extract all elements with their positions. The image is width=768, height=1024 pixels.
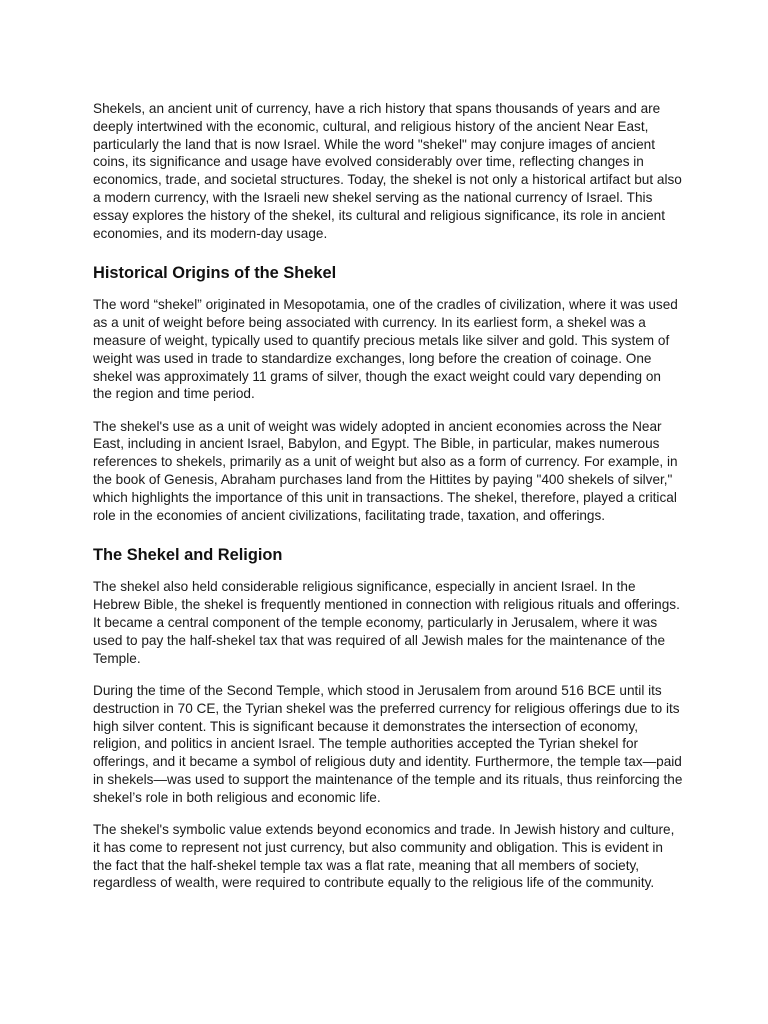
- section-shekel-and-religion: [93, 545, 683, 892]
- body-paragraph: The shekel's use as a unit of weight was widely adopted in ancient economies across the Near East, including in ancient Israel, Babylon, and Egypt. The Bible, in particular, makes numerous references to shekels, primarily as a unit of weight but also as a form of currency. For example, in the book of Genesis, Abraham purchases land from the Hittites by paying "400 shekels of silver," which highlights the importance of this unit in transactions. The shekel, therefore, played a critical role in the economies of ancient civilizations, facilitating trade, taxation, and offerings.: [93, 418, 678, 523]
- section-historical-origins: [93, 263, 683, 524]
- body-paragraph: The shekel also held considerable religious significance, especially in ancient Israel. In the Hebrew Bible, the shekel is frequently mentioned in connection with religious rituals and offerings. It became a central component of the temple economy, particularly in Jerusalem, where it was used to pay the half-shekel tax that was required of all Jewish males for the maintenance of the Temple.: [93, 579, 680, 666]
- document-page: [93, 100, 683, 907]
- intro-paragraph: Shekels, an ancient unit of currency, have a rich history that spans thousands of years and are deeply intertwined with the economic, cultural, and religious history of the ancient Near East, particularly the land that is now Israel. While the word "shekel" may conjure images of ancient coins, its significance and usage have evolved considerably over time, reflecting changes in economics, trade, and societal structures. Today, the shekel is not only a historical artifact but also a modern currency, with the Israeli new shekel serving as the national currency of Israel. This essay explores the history of the shekel, its cultural and religious significance, its role in ancient economies, and its modern-day usage.: [93, 101, 682, 241]
- body-paragraph: The word “shekel” originated in Mesopotamia, one of the cradles of civilization, where it was used as a unit of weight before being associated with currency. In its earliest form, a shekel was a measure of weight, typically used to quantify precious metals like silver and gold. This system of weight was used in trade to standardize exchanges, long before the creation of coinage. One shekel was approximately 11 grams of silver, though the exact weight could vary depending on the region and time period.: [93, 297, 678, 402]
- section-heading: Historical Origins of the Shekel: [93, 264, 337, 283]
- body-paragraph: During the time of the Second Temple, which stood in Jerusalem from around 516 BCE until its destruction in 70 CE, the Tyrian shekel was the preferred currency for religious offerings due to its high silver content. This is significant because it demonstrates the intersection of economy, religion, and politics in ancient Israel. The temple authorities accepted the Tyrian shekel for offerings, and it became a symbol of religious duty and identity. Furthermore, the temple tax—paid in shekels—was used to support the maintenance of the temple and its rituals, thus reinforcing the shekel’s role in both religious and economic life.: [93, 682, 683, 805]
- body-paragraph: The shekel's symbolic value extends beyond economics and trade. In Jewish history and culture, it has come to represent not just currency, but also community and obligation. This is evident in the fact that the half-shekel temple tax was a flat rate, meaning that all members of society, regardless of wealth, were required to contribute equally to the religious life of the community.: [93, 822, 675, 891]
- section-heading: The Shekel and Religion: [93, 546, 283, 565]
